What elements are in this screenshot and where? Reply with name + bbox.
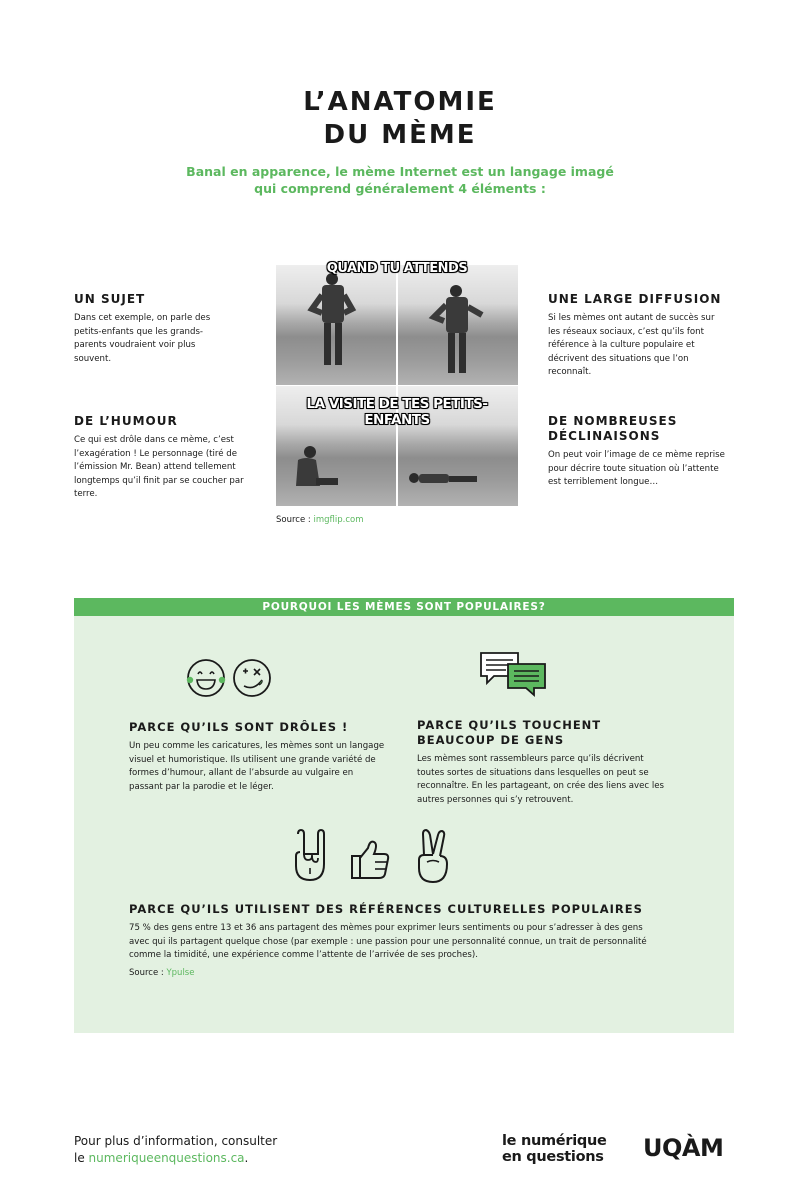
meme-panel-1 — [276, 265, 396, 385]
element-declinaisons-text: On peut voir l’image de ce mème reprise pour décrire toute situation où l’attente est terriblement longue… — [548, 450, 725, 488]
numerique-logo-line-1: le numérique — [502, 1133, 607, 1149]
rock-hand-icon — [290, 826, 332, 890]
uqam-logo: UQÀM — [643, 1134, 724, 1162]
subtitle — [0, 163, 800, 197]
reason-droles — [129, 720, 389, 794]
footer-info — [74, 1133, 277, 1167]
title-line-2: DU MÈME — [323, 120, 477, 150]
element-declinaisons-heading: DE NOMBREUSES DÉCLINAISONS — [548, 414, 678, 443]
reason-touchent-text: Les mèmes sont rassembleurs parce qu’ils décrivent toutes sortes de situations dans lesquelles on peut se reconnaître. En les partageant, on crée des liens avec les autres personnes qui s’y retrouvent. — [417, 754, 665, 805]
element-humour — [74, 414, 249, 502]
footer-site-link[interactable]: numeriqueenquestions.ca — [88, 1151, 245, 1165]
chat-bubbles-icon — [478, 650, 550, 702]
element-diffusion-text: Si les mèmes ont autant de succès sur les réseaux sociaux, c’est qu’ils font référence à la culture populaire et décrivent des situations que l’on reconnaît. — [548, 313, 715, 378]
footer-line-2 — [74, 1150, 277, 1167]
page-title — [0, 86, 800, 152]
image-source — [276, 515, 363, 525]
footer-line-1: Pour plus d’information, consulter — [74, 1134, 278, 1148]
meme-caption-top: QUAND TU ATTENDS — [326, 261, 468, 276]
title-line-1: L’ANATOMIE — [303, 87, 497, 117]
winking-face-icon — [232, 658, 274, 704]
image-source-label: Source : — [276, 515, 314, 525]
element-diffusion — [548, 292, 728, 380]
reason-touchent-heading: PARCE QU’ILS TOUCHENT BEAUCOUP DE GENS — [417, 718, 602, 747]
laughing-face-icon — [184, 656, 230, 706]
footer-line-2-prefix: le — [74, 1151, 89, 1165]
reference-source — [129, 968, 664, 978]
meme-panel-2 — [398, 265, 518, 385]
reason-droles-text: Un peu comme les caricatures, les mèmes sont un langage visuel et humoristique. Ils utilisent une grande variété de formes d’humour, allant de l’absurde au vulgaire en passant par la parodie et le léger. — [129, 741, 385, 792]
subtitle-line-1: Banal en apparence, le mème Internet est un langage imagé — [186, 164, 614, 179]
element-declinaisons — [548, 414, 733, 490]
reason-references-text: 75 % des gens entre 13 et 36 ans partagent des mèmes pour exprimer leurs sentiments ou pour s’adresser à des gens avec qui ils partagent quelque chose (par exemple : une passion pour une personnalité connue, un trait de personnalité comme la timidité, une expérience comme l’attente de l’arrivée de ses proches). — [129, 923, 647, 961]
numerique-logo — [502, 1133, 607, 1165]
numerique-logo-line-2: en questions — [502, 1149, 604, 1165]
thumbs-up-icon — [348, 836, 392, 886]
reference-source-link[interactable]: Ypulse — [166, 967, 195, 978]
element-humour-heading: DE L’HUMOUR — [74, 414, 178, 428]
element-sujet — [74, 292, 234, 366]
why-popular-heading: POURQUOI LES MÈMES SONT POPULAIRES? — [74, 598, 734, 616]
reason-references-heading: PARCE QU’ILS UTILISENT DES RÉFÉRENCES CULTURELLES POPULAIRES — [129, 902, 643, 916]
reason-references — [129, 902, 664, 978]
image-source-link[interactable]: imgflip.com — [313, 515, 364, 525]
reason-touchent — [417, 718, 667, 807]
reference-source-label: Source : — [129, 967, 167, 978]
meme-image — [276, 261, 518, 506]
element-sujet-heading: UN SUJET — [74, 292, 146, 306]
element-humour-text: Ce qui est drôle dans ce mème, c’est l’exagération ! Le personnage (tiré de l’émission Mr. Bean) attend tellement longtemps qu’il finit par se coucher par terre. — [74, 435, 244, 500]
footer-line-2-suffix: . — [244, 1151, 249, 1165]
subtitle-line-2: qui comprend généralement 4 éléments : — [254, 181, 546, 196]
element-sujet-text: Dans cet exemple, on parle des petits-enfants que les grands-parents voudraient voir plus souvent. — [74, 313, 211, 364]
element-diffusion-heading: UNE LARGE DIFFUSION — [548, 292, 722, 306]
meme-caption-bottom: LA VISITE DE TES PETITS-ENFANTS — [306, 396, 488, 428]
peace-hand-icon — [413, 828, 455, 892]
reason-droles-heading: PARCE QU’ILS SONT DRÔLES ! — [129, 720, 349, 734]
